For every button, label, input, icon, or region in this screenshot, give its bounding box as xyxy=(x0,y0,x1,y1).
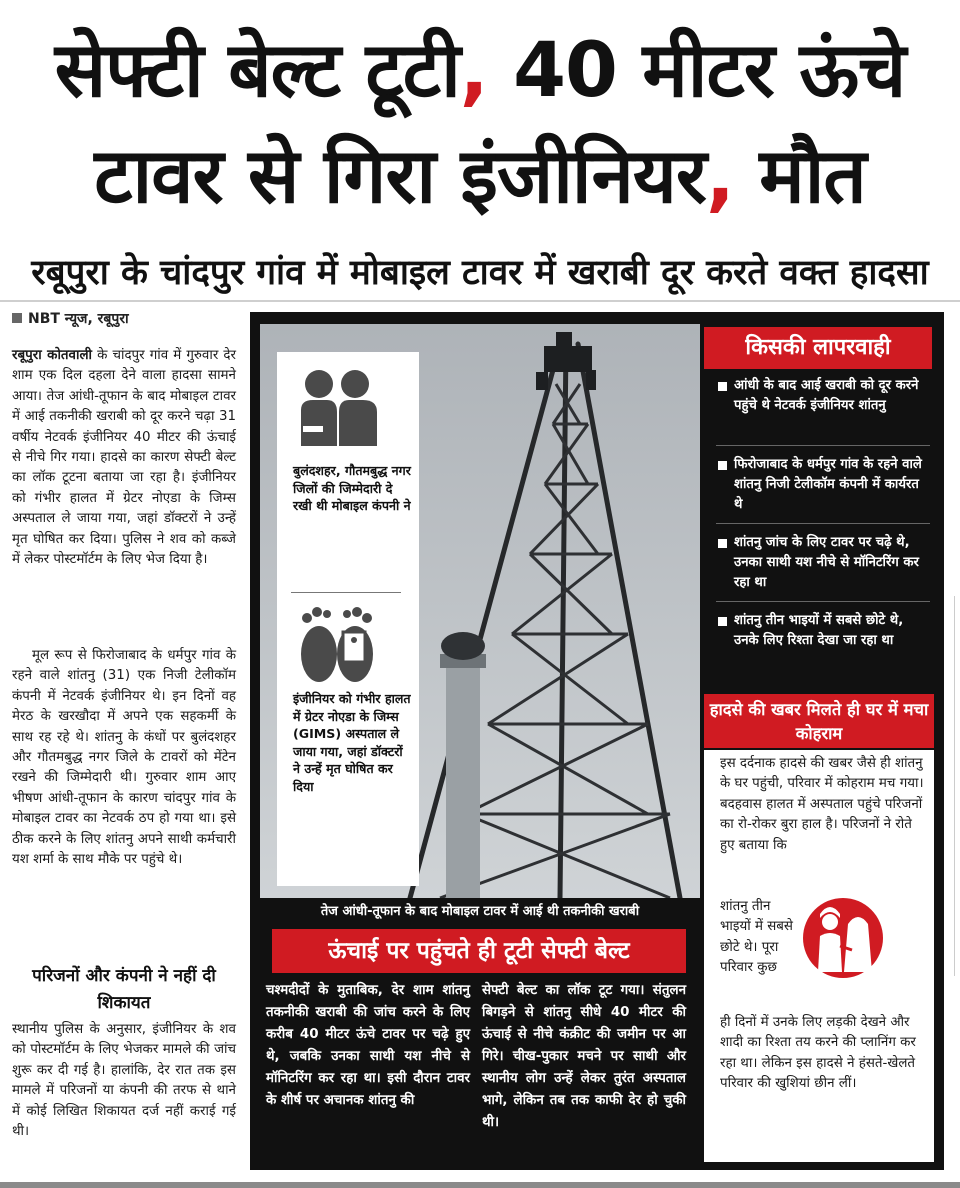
negligence-item-text: शांतनु जांच के लिए टावर पर चढ़े थे, उनका साथी यश नीचे से मॉनिटरिंग कर रहा था xyxy=(734,535,919,590)
divider xyxy=(716,601,930,602)
bullet-square-icon xyxy=(718,382,727,391)
article-lead: रबूपुरा कोतवाली xyxy=(12,348,93,363)
article-paragraph xyxy=(12,346,236,570)
bullet-square-icon xyxy=(12,313,22,323)
photo-caption: तेज आंधी-तूफान के बाद मोबाइल टावर में आई थी तकनीकी खराबी xyxy=(320,904,640,919)
negligence-item-text: फिरोजाबाद के धर्मपुर गांव के रहने वाले शांतनु निजी टेलीकॉम कंपनी में कार्यरत थे xyxy=(734,457,922,512)
headline-comma: , xyxy=(705,131,734,220)
dateline-text: NBT न्यूज, रबूपुरा xyxy=(28,311,129,327)
article-paragraph: मूल रूप से फिरोजाबाद के धर्मपुर गांव के रहने वाले शांतनु (31) एक निजी टेलीकॉम कंपनी में नेटवर्क इंजीनियर थे। इन दिनों वह मेरठ के खरखौदा में अपने एक सहकर्मी के साथ रह रहे थे। शांतनु के कंधों पर बुलंदशहर और गौतमबुद्ध नगर जिले के टावरों को मेंटेन रखने की जिम्मेदारी थी। गुरुवार शाम आए भीषण आंधी-तूफान के कारण चांदपुर गांव के मोबाइल टावर का नेटवर्क ठप हो गया था। इसे ठीक करने के लिए शांतनु अपने साथी कर्मचारी यश शर्मा के साथ मौके पर पहुंचे थे। xyxy=(12,648,236,868)
headline-comma: , xyxy=(459,25,488,114)
negligence-item xyxy=(714,533,930,593)
headline-line-1 xyxy=(0,22,960,118)
story-column: सेफ्टी बेल्ट का लॉक टूट गया। संतुलन बिगड़ने से शांतनु सीधे 40 मीटर की ऊंचाई से नीचे कंक्रीट की जमीन पर आ गिरे। चीख-पुकार मचने पर साथी और स्थानीय लोग उन्हें लेकर तुरंत अस्पताल भागे, लेकिन तब तक काफी देर हो चुकी थी। xyxy=(482,983,686,1130)
family-text: शांतनु तीन भाइयों में सबसे छोटे थे। पूरा परिवार कुछ xyxy=(720,899,793,976)
divider xyxy=(0,300,960,302)
family-heading: हादसे की खबर मिलते ही घर में मचा कोहराम xyxy=(704,694,934,748)
bullet-square-icon xyxy=(718,617,727,626)
divider xyxy=(291,592,401,593)
family-text: इस दर्दनाक हादसे की खबर जैसे ही शांतनु के घर पहुंची, परिवार में कोहराम मच गया। बदहवास हालत में अस्पताल पहुंचे परिजनों का रो-रोकर बुरा हाल है। परिजनों ने रोते हुए बताया कि xyxy=(720,756,924,853)
bullet-square-icon xyxy=(718,461,727,470)
people-icon xyxy=(293,366,383,452)
info-text: इंजीनियर को गंभीर हालत में ग्रेटर नोएडा के जिम्स (GIMS) अस्पताल ले जाया गया, जहां डॉक्टरों ने उन्हें मृत घोषित कर दिया xyxy=(293,691,411,794)
article-text: के चांदपुर गांव में गुरुवार देर शाम एक दिल दहला देने वाला हादसा सामने आया। तेज आंधी-तूफान के बाद मोबाइल टावर में आई तकनीकी खराबी को दूर करने चढ़ा 31 वर्षीय नेटवर्क इंजीनियर 40 मीटर की ऊंचाई से नीचे गिर गया। हादसे का कारण सेफ्टी बेल्ट का लॉक टूटना बताया जा रहा है। इंजीनियर को गंभीर हालत में ग्रेटर नोएडा के जिम्स अस्पताल ले जाया गया, जहां डॉक्टरों ने उन्हें मृत घोषित कर दिया। पुलिस ने शव को कब्जे में लेकर पोस्टमॉर्टम के लिए भेज दिया है। xyxy=(12,348,236,568)
bottom-rule xyxy=(0,1182,960,1188)
headline-text: मौत xyxy=(733,131,866,220)
page-edge xyxy=(954,596,958,976)
negligence-item-text: शांतनु तीन भाइयों में सबसे छोटे थे, उनके लिए रिश्ता देखा जा रहा था xyxy=(734,613,904,648)
bullet-square-icon xyxy=(718,539,727,548)
footprints-tag-icon xyxy=(293,602,389,686)
negligence-item-text: आंधी के बाद आई खराबी को दूर करने पहुंचे थे नेटवर्क इंजीनियर शांतनु xyxy=(734,378,919,413)
negligence-item xyxy=(714,455,930,515)
wedding-couple-icon xyxy=(802,888,884,980)
headline-text: सेफ्टी बेल्ट टूटी xyxy=(54,25,460,114)
divider xyxy=(716,523,930,524)
headline-line-2 xyxy=(0,128,960,224)
dateline xyxy=(12,309,238,329)
story-heading: ऊंचाई पर पहुंचते ही टूटी सेफ्टी बेल्ट xyxy=(272,929,686,973)
headline-text: टावर से गिरा इंजीनियर xyxy=(94,131,706,220)
section-subhead: परिजनों और कंपनी ने नहीं दी शिकायत xyxy=(32,966,216,1013)
divider xyxy=(716,445,930,446)
negligence-item xyxy=(714,376,930,416)
negligence-heading: किसकी लापरवाही xyxy=(704,327,932,369)
family-text: ही दिनों में उनके लिए लड़की देखने और शादी का रिश्ता तय करने की प्लानिंग कर रहा था। लेकिन इस हादसे ने हंसते-खेलते परिवार की खुशियां छीन लीं। xyxy=(720,1015,916,1092)
negligence-item xyxy=(714,611,930,651)
subheadline: रबूपुरा के चांदपुर गांव में मोबाइल टावर में खराबी दूर करते वक्त हादसा xyxy=(31,253,929,293)
info-text: बुलंदशहर, गौतमबुद्ध नगर जिलों की जिम्मेदारी दे रखी थी मोबाइल कंपनी ने xyxy=(293,463,411,513)
article-paragraph: स्थानीय पुलिस के अनुसार, इंजीनियर के शव को पोस्टमॉर्टम के लिए भेजकर मामले की जांच शुरू कर दी गई है। हालांकि, देर रात तक इस मामले में परिजनों या कंपनी की तरफ से थाने में कोई लिखित शिकायत दर्ज नहीं कराई गई थी। xyxy=(12,1022,236,1140)
headline-text: 40 मीटर ऊंचे xyxy=(487,25,906,114)
story-column: चश्मदीदों के मुताबिक, देर शाम शांतनु तकनीकी खराबी की जांच करने के लिए करीब 40 मीटर ऊंचे टावर पर चढ़े हुए थे, जबकि उनका साथी यश नीचे से मॉनिटरिंग कर रहा था। इसी दौरान टावर के शीर्ष पर अचानक शांतनु की xyxy=(266,983,470,1108)
